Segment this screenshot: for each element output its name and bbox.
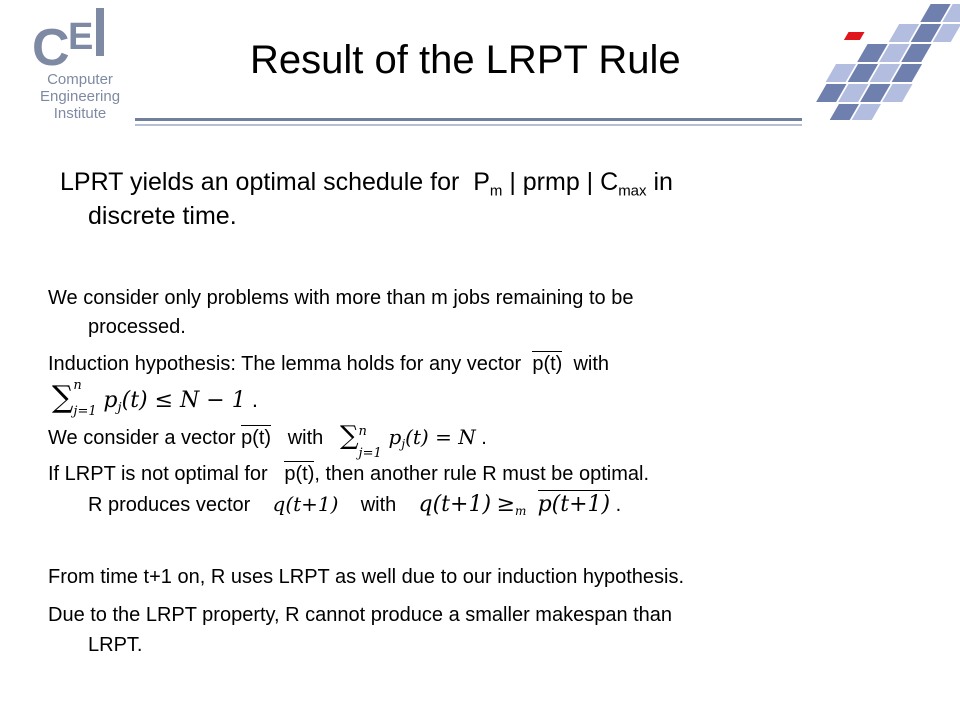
headline-m-sub: m (489, 182, 503, 200)
logo-line-1: Computer (47, 71, 113, 88)
sum-sup-2: n (358, 424, 367, 439)
pj-sub-2: j (401, 437, 406, 452)
sum-sign-2: ∑ (339, 421, 359, 451)
para-5: From time t+1 on, R uses LRPT as well due to our induction hypothesis. (48, 566, 685, 588)
logo-letter-e: E (68, 16, 94, 58)
headline-P: P (473, 168, 490, 196)
para-2-with: with (573, 353, 610, 375)
math-p-of-t-1: p(t) (532, 353, 563, 375)
para-4-line-2-prefix: R produces vector (88, 494, 251, 516)
pj-1: p (103, 388, 118, 413)
para-1-line-2: processed. (88, 316, 186, 338)
sum-limits-1 (73, 378, 103, 419)
para-4-suffix: , then another rule R must be optimal. (314, 463, 650, 485)
para-3-prefix: We consider a vector (48, 427, 236, 449)
math-p-of-t-3: p(t) (284, 463, 315, 485)
para-1-line-1: We consider only problems with more than m jobs remaining to be (48, 287, 634, 309)
slide-title: Result of the LRPT Rule (250, 38, 681, 82)
title-underline (135, 118, 802, 121)
para-4-prefix: If LRPT is not optimal for (48, 463, 268, 485)
headline-line-2: discrete time. (88, 202, 237, 230)
eq-n: = N (428, 425, 476, 449)
logo-letter-i (96, 8, 104, 56)
headline-max-sub: max (618, 182, 647, 200)
period-1: . (251, 387, 258, 412)
headline-in: in (646, 168, 673, 196)
headline-prefix: LPRT yields an optimal schedule for (60, 168, 460, 196)
t-arg-1: (t) (121, 388, 148, 413)
t-arg-2: (t) (405, 425, 429, 449)
math-q-t1-a: q(t+1) (272, 492, 339, 516)
period-3: . (615, 494, 622, 516)
sum-sign-1: ∑ (52, 380, 74, 415)
period-2: . (481, 427, 487, 449)
math-sum-leq (52, 378, 258, 419)
para-2-prefix: Induction hypothesis: The lemma holds for any vector (48, 353, 522, 375)
math-q-t1-b: q(t+1) (418, 492, 492, 517)
para-2-line-1 (48, 350, 609, 378)
headline-C: C (600, 168, 619, 196)
title-underline-light (135, 124, 802, 126)
geq-m: ≥ (496, 492, 516, 517)
pj-sub-1: j (117, 400, 122, 416)
para-4-line-2-with: with (360, 494, 397, 516)
para-3-with: with (287, 427, 324, 449)
para-6-line-1: Due to the LRPT property, R cannot produce a smaller makespan than (48, 604, 673, 626)
sum-limits-2 (358, 422, 389, 461)
math-p-of-t-2: p(t) (241, 427, 272, 449)
sum-sub-1: j=1 (73, 404, 97, 419)
sum-sup-1: n (73, 378, 82, 393)
leq-n-minus-1: ≤ N − 1 (147, 388, 246, 413)
headline-prmp: | prmp | (502, 168, 601, 196)
para-3 (48, 421, 487, 461)
decorative-squares (815, 0, 960, 125)
geq-m-sub: m (515, 504, 527, 519)
para-4-line-1 (48, 460, 649, 488)
logo-line-3: Institute (53, 105, 107, 122)
logo-line-2: Engineering (39, 88, 121, 105)
math-p-t1: p(t+1) (537, 492, 611, 517)
para-6-line-2: LRPT. (88, 634, 143, 656)
pj-2: p (388, 425, 402, 449)
logo-letter-c: C (32, 19, 70, 77)
cei-logo (30, 8, 140, 126)
para-4-line-2 (88, 490, 621, 525)
sum-sub-2: j=1 (358, 446, 382, 461)
